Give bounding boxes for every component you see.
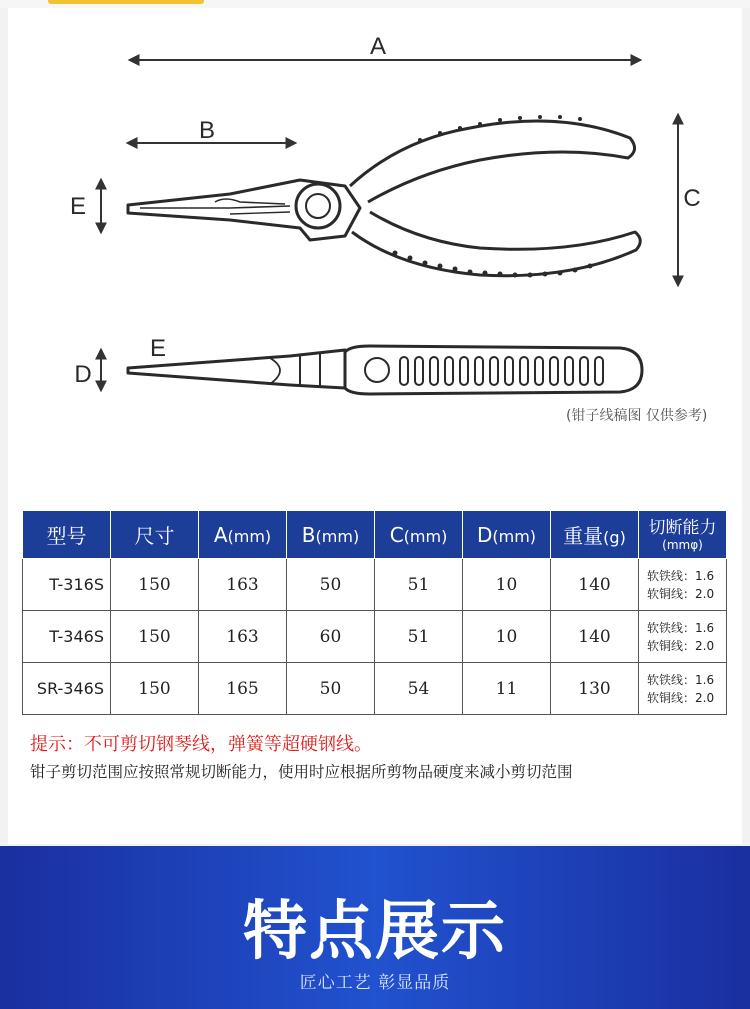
banner-subtitle: 匠心工艺 彰显品质 — [299, 973, 451, 993]
dimension-e-side-label: E — [149, 335, 167, 362]
cell-d: 11 — [463, 663, 551, 715]
feature-banner — [0, 846, 750, 1009]
dimension-a — [130, 33, 640, 60]
soft-iron-capacity: 软铁线：1.6 — [647, 568, 715, 583]
pliers-top-view — [128, 121, 640, 276]
header-d: D(mm) — [463, 511, 551, 559]
dimension-b — [128, 117, 295, 144]
soft-copper-capacity: 软铜线：2.0 — [647, 638, 715, 653]
table-row — [23, 559, 727, 611]
cell-weight: 140 — [551, 611, 639, 663]
cell-cut-capacity — [639, 663, 727, 715]
cell-model: SR-346S — [23, 663, 111, 715]
cell-model: T-316S — [23, 559, 111, 611]
cell-d: 10 — [463, 559, 551, 611]
table-row — [23, 611, 727, 663]
cell-size: 150 — [111, 663, 199, 715]
cell-cut-capacity — [639, 559, 727, 611]
cell-size: 150 — [111, 559, 199, 611]
spec-table-header — [23, 511, 727, 559]
cell-c: 51 — [375, 559, 463, 611]
dimension-e-top-label: E — [69, 193, 87, 220]
cell-a: 163 — [199, 611, 287, 663]
dimension-d-label: D — [74, 361, 92, 388]
dimension-d — [74, 350, 101, 390]
dimension-e-top — [70, 180, 101, 232]
dimension-b-label: B — [198, 117, 216, 144]
cell-weight: 130 — [551, 663, 639, 715]
dimension-c-label: C — [683, 185, 701, 212]
header-c: C(mm) — [375, 511, 463, 559]
handle-grip-slots — [400, 357, 603, 385]
cell-cut-capacity — [639, 611, 727, 663]
table-row — [23, 663, 727, 715]
reference-note: (钳子线稿图 仅供参考) — [566, 408, 708, 424]
soft-iron-capacity: 软铁线：1.6 — [647, 672, 715, 687]
spec-table — [22, 510, 727, 715]
cell-a: 163 — [199, 559, 287, 611]
header-cut-capacity: 切断能力 (mmφ) — [639, 511, 727, 559]
cell-model: T-346S — [23, 611, 111, 663]
header-size: 尺寸 — [111, 511, 199, 559]
banner-title: 特点展示 — [243, 895, 507, 969]
header-b: B(mm) — [287, 511, 375, 559]
dimension-c — [678, 115, 701, 285]
cell-c: 51 — [375, 611, 463, 663]
cell-c: 54 — [375, 663, 463, 715]
cell-b: 50 — [287, 663, 375, 715]
cell-b: 60 — [287, 611, 375, 663]
header-weight: 重量(g) — [551, 511, 639, 559]
header-model: 型号 — [23, 511, 111, 559]
header-a: A(mm) — [199, 511, 287, 559]
cell-size: 150 — [111, 611, 199, 663]
soft-copper-capacity: 软铜线：2.0 — [647, 586, 715, 601]
soft-copper-capacity: 软铜线：2.0 — [647, 690, 715, 705]
cell-d: 10 — [463, 611, 551, 663]
cell-weight: 140 — [551, 559, 639, 611]
warning-text: 提示：不可剪切钢琴线，弹簧等超硬钢线。 — [30, 734, 372, 755]
cell-a: 165 — [199, 663, 287, 715]
dimension-a-label: A — [369, 33, 387, 60]
usage-note: 钳子剪切范围应按照常规切断能力，使用时应根据所剪物品硬度来减小剪切范围 — [30, 763, 573, 781]
pliers-diagram — [0, 0, 750, 500]
cell-b: 50 — [287, 559, 375, 611]
soft-iron-capacity: 软铁线：1.6 — [647, 620, 715, 635]
